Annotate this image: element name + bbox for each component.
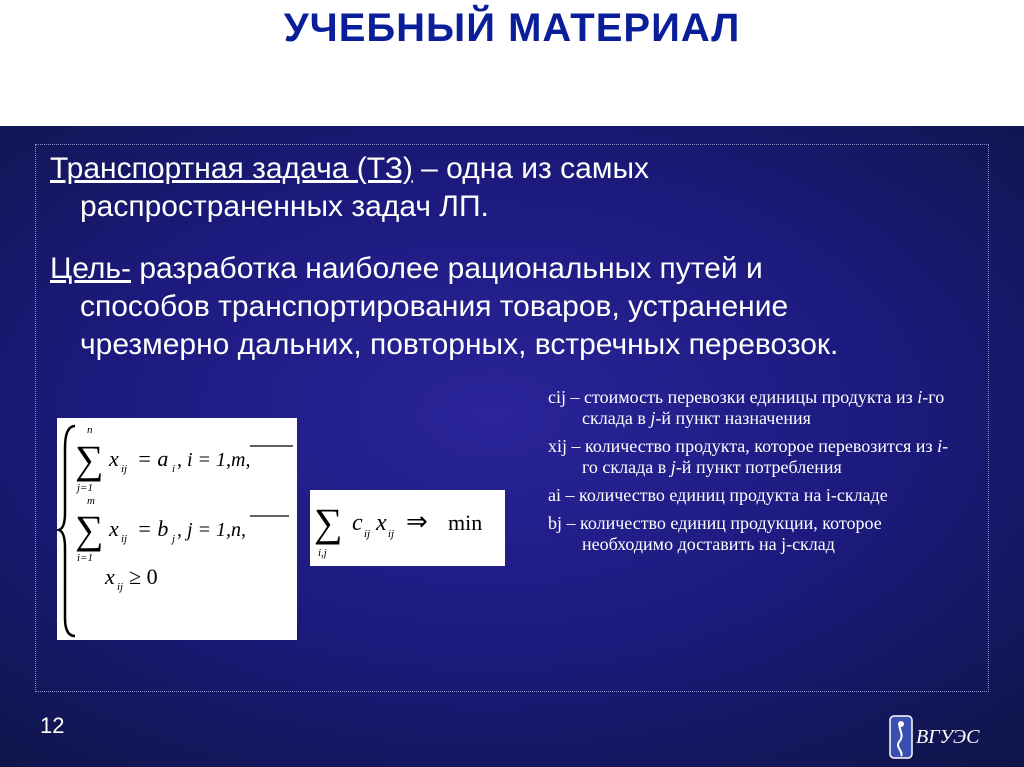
definition-text-2: распространенных задач ЛП.: [80, 190, 489, 223]
sum2-sigma: ∑: [75, 507, 104, 552]
variable-notes: [548, 387, 958, 562]
logo-text: ВГУЭС: [916, 726, 980, 748]
goal-text-1: разработка наиболее рациональных путей и: [131, 252, 763, 285]
objective-min: min: [448, 510, 483, 535]
note-cij: cij – стоимость перевозки единицы продукта из i-го склада в j-й пункт назначения: [548, 387, 945, 428]
goal-text-2: способов транспортирования товаров, устранение: [80, 290, 789, 323]
sum2-upper: m: [87, 495, 95, 507]
row1-rhs: = a: [137, 446, 169, 471]
slide-header: [0, 0, 1024, 126]
row2-x-sub: ij: [121, 533, 128, 545]
page-number: 12: [40, 713, 65, 738]
note-xij: xij – количество продукта, которое перевозится из i-го склада в j-й пункт потребления: [548, 436, 949, 477]
sum1-lower: j=1: [77, 482, 93, 494]
row1-x: x: [109, 446, 119, 471]
row3-rest: ≥ 0: [129, 564, 158, 589]
sum1-upper: n: [87, 424, 93, 436]
objective-sigma: ∑: [314, 500, 343, 545]
row3-x: x: [105, 564, 115, 589]
row1-x-sub: ij: [121, 463, 128, 475]
slide-title: УЧЕБНЫЙ МАТЕРИАЛ: [283, 6, 741, 50]
sum2-lower: i=1: [77, 552, 93, 564]
row2-rhs: = b: [137, 516, 169, 541]
row1-rhs-sub: i: [172, 463, 176, 475]
row1-range: , i = 1,m,: [177, 449, 251, 471]
objective-sum-lower: i,j: [318, 547, 327, 559]
definition-text-1: – одна из самых: [412, 152, 650, 185]
row2-x: x: [109, 516, 119, 541]
row3-x-sub: ij: [117, 581, 124, 593]
row2-rhs-sub: j: [172, 533, 176, 545]
goal-text-3: чрезмерно дальних, повторных, встречных перевозок.: [80, 328, 839, 361]
definition-paragraph: [50, 150, 950, 226]
row2-range: , j = 1,n,: [177, 519, 247, 541]
objective-x-sub: ij: [388, 528, 395, 540]
definition-term: Транспортная задача (ТЗ): [50, 152, 413, 185]
sum1-sigma: ∑: [75, 437, 104, 482]
objective-c: c: [352, 510, 363, 536]
objective-x: x: [376, 510, 387, 536]
objective-arrow: ⇒: [406, 507, 428, 536]
objective-formula: [310, 490, 505, 566]
goal-paragraph: [50, 250, 950, 364]
note-ai: ai – количество единиц продукта на i-складе: [548, 485, 888, 505]
objective-c-sub: ij: [364, 528, 371, 540]
note-bj: bj – количество единиц продукции, которое необходимо доставить на j-склад: [548, 513, 882, 554]
goal-term: Цель-: [50, 252, 132, 285]
constraints-formula: [57, 418, 297, 640]
